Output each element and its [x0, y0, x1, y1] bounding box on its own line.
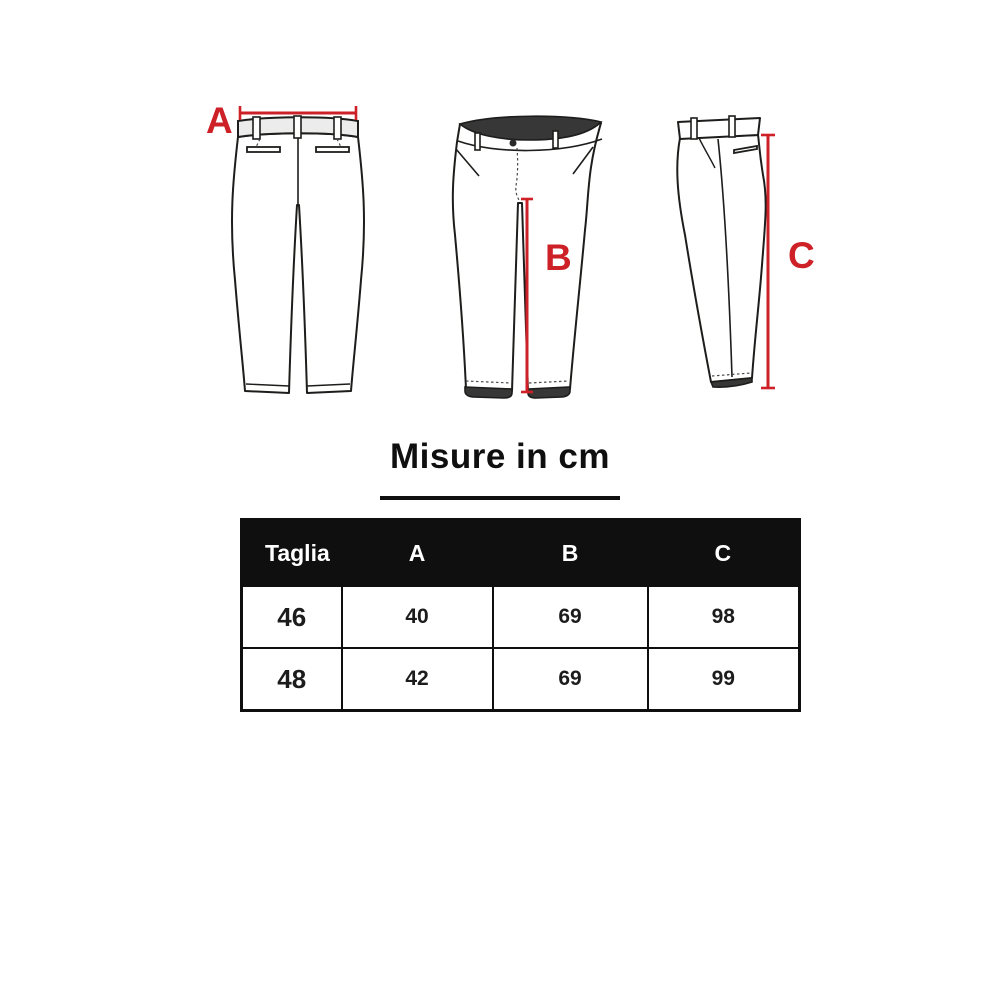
header-cell-c: C: [648, 520, 800, 587]
header-cell-taglia: Taglia: [242, 520, 342, 587]
table-row: [242, 648, 800, 711]
pants-back-view-figure: [200, 95, 400, 430]
page-title: Misure in cm: [390, 437, 610, 476]
belt-loop: [553, 131, 558, 148]
belt-loop: [691, 118, 697, 139]
belt-loop: [334, 117, 341, 139]
pants-side-view-figure: [655, 105, 820, 430]
cell-size-46: 46: [242, 586, 342, 648]
right-leg-hem: [528, 387, 570, 398]
size-table-header-row: [242, 520, 800, 587]
back-welt-pocket: [316, 147, 349, 152]
cell-48-a: 42: [342, 648, 493, 711]
title-underline: [380, 496, 620, 500]
header-cell-b: B: [493, 520, 648, 587]
header-cell-a: A: [342, 520, 493, 587]
belt-loop: [729, 116, 735, 137]
cell-48-b: 69: [493, 648, 648, 711]
pants-front-view-figure: [435, 100, 615, 430]
waistband-button: [510, 140, 517, 147]
cell-size-48: 48: [242, 648, 342, 711]
back-welt-pocket: [247, 147, 280, 152]
cell-46-b: 69: [493, 586, 648, 648]
belt-loop: [253, 117, 260, 139]
cell-46-a: 40: [342, 586, 493, 648]
cell-46-c: 98: [648, 586, 800, 648]
measure-label-c: C: [788, 235, 815, 276]
left-leg-hem: [465, 387, 512, 398]
belt-loop: [475, 133, 480, 150]
cell-48-c: 99: [648, 648, 800, 711]
pants-front-view-drawing: [435, 100, 615, 430]
belt-loop: [294, 116, 301, 138]
measure-label-a: A: [206, 100, 233, 141]
pants-back-view-drawing: [200, 95, 400, 430]
measure-label-b: B: [545, 237, 572, 278]
size-table: [240, 518, 801, 712]
pants-side-view-drawing: [655, 105, 820, 430]
table-row: [242, 586, 800, 648]
